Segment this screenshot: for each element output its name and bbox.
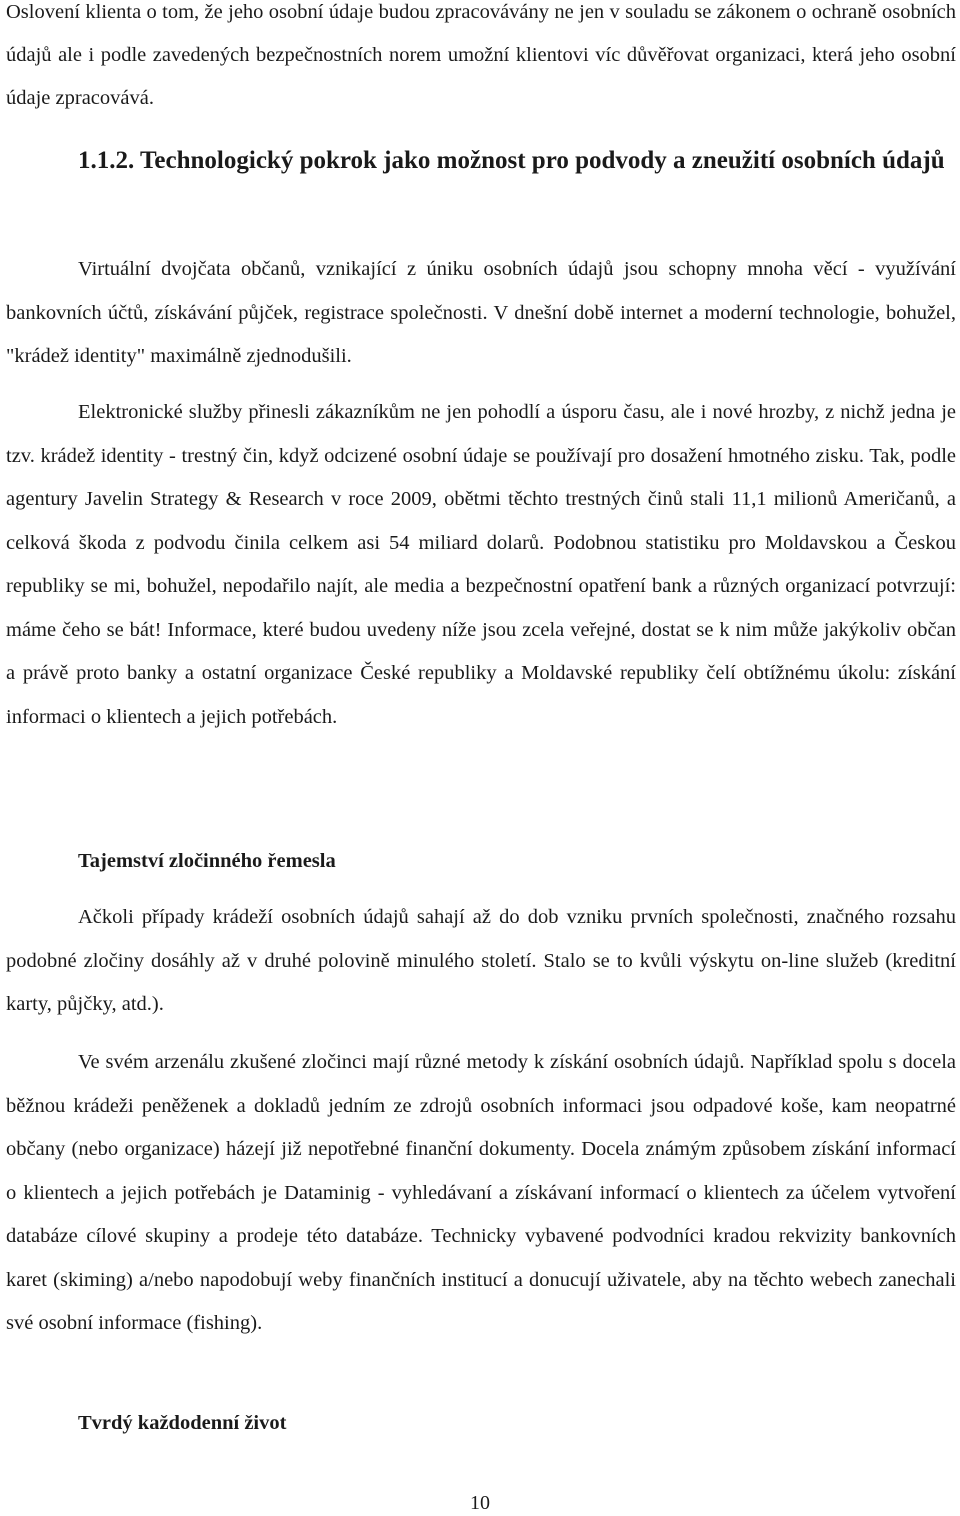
subheading-criminal-craft: Tajemství zločinného řemesla (78, 850, 336, 872)
paragraph-intro: Oslovení klienta o tom, že jeho osobní údaje budou zpracovávány ne jen v souladu se zákonem o ochraně osobních údajů ale i podle zavedených bezpečnostních norem umožní klientovi víc důvěřovat organizaci, která jeho osobní údaje zpracovává. (6, 1, 956, 109)
paragraph-electronic-services: Elektronické služby přinesli zákazníkům ne jen pohodlí a úsporu času, ale i nové hrozby, z nichž jedna je tzv. krádež identity - trestný čin, když odcizené osobní údaje se používají pro dosažení hmotného zisku. Tak, podle agentury Javelin Strategy & Research v roce 2009, obětmi těchto trestných činů stali 11,1 milionů Američanů, a celková škoda z podvodu činila celkem asi 54 miliard dolarů. Podobnou statistiku pro Moldavskou a Českou republiky se mi, bohužel, nepodařilo najít, ale media a bezpečnostní opatření bank a různých organizací potvrzují: máme čeho se bát! Informace, které budou uvedeny níže jsou zcela veřejné, dostat se k nim může jakýkoliv občan a právě proto banky a ostatní organizace České republiky a Moldavské republiky čelí obtížnému úkolu: získání informaci o klientech a jejich potřebách. (6, 401, 956, 728)
paragraph-methods: Ve svém arzenálu zkušené zločinci mají různé metody k získání osobních údajů. Například spolu s docela běžnou krádeži peněženek a dokladů jedním ze zdrojů osobních informaci jsou odpadové koše, kam neopatrné občany (nebo organizace) házejí již nepotřebné finanční dokumenty. Docela známým způsobem získání informací o klientech a jejich potřebách je Dataminig - vyhledávaní a získávaní informací o klientech za účelem vytvoření databáze cílové skupiny a prodeje této databáze. Technicky vybavené podvodníci kradou rekvizity bankovních karet (skiming) a/nebo napodobují weby finančních institucí a donucují uživatele, aby na těchto webech zanechali své osobní informace (fishing). (6, 1051, 956, 1334)
paragraph-history: Ačkoli případy krádeží osobních údajů sahají až do dob vzniku prvních společnosti, značného rozsahu podobné zločiny dosáhly až v druhé polovině minulého století. Stalo se to kvůli výskytu on-line služeb (kreditní karty, půjčky, atd.). (6, 906, 956, 1015)
section-heading: 1.1.2. Technologický pokrok jako možnost pro podvody a zneužití osobních údajů (78, 147, 945, 174)
subheading-hard-daily-life: Tvrdý každodenní život (78, 1412, 287, 1434)
paragraph-virtual-twins: Virtuální dvojčata občanů, vznikající z úniku osobních údajů jsou schopny mnoha věcí - využívání bankovních účtů, získávání půjček, registrace společnosti. V dnešní době internet a moderní technologie, bohužel, "krádež identity" maximálně zjednodušili. (6, 258, 956, 367)
page-number: 10 (470, 1492, 490, 1514)
